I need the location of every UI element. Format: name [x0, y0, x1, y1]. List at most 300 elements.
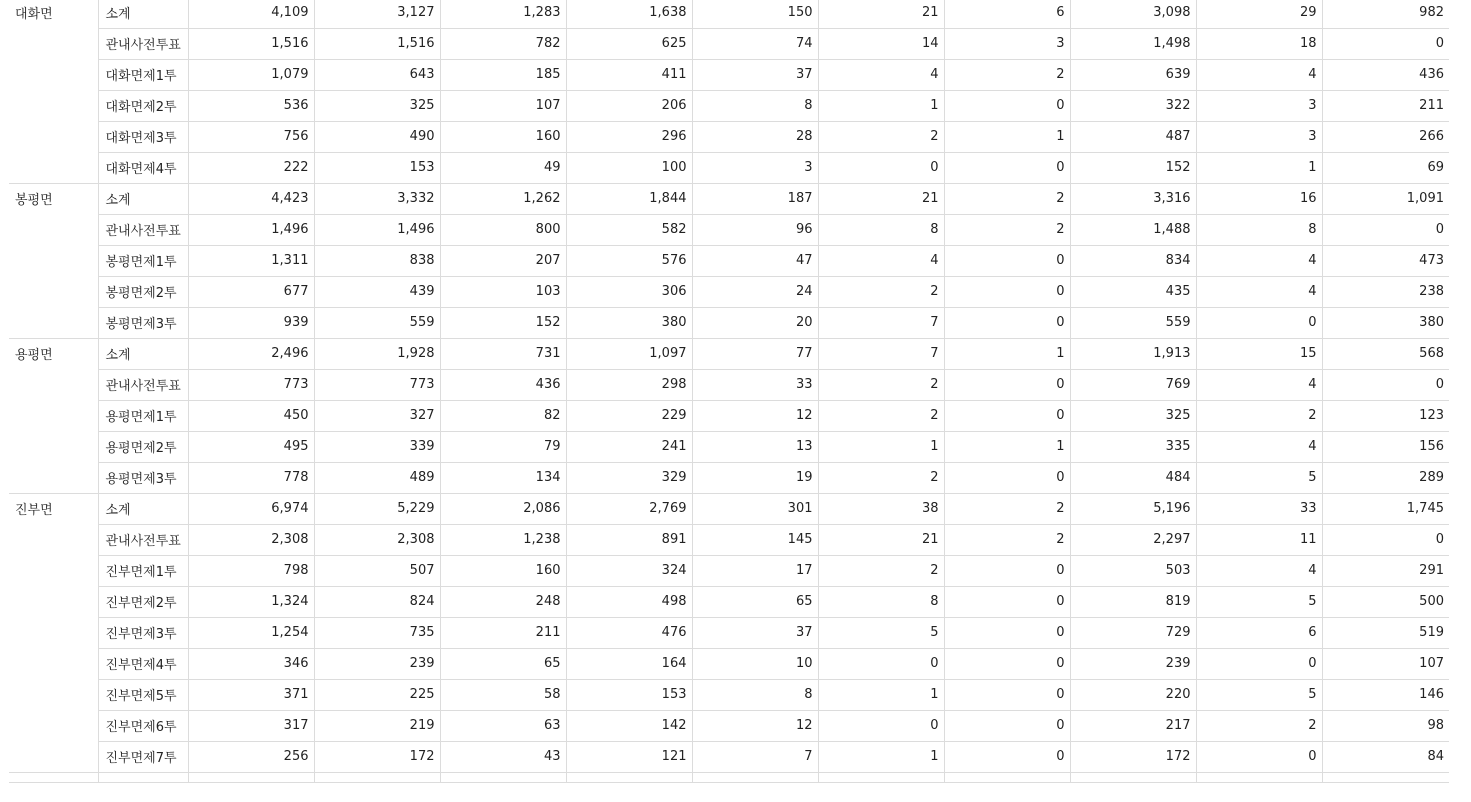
value-cell: 329 [566, 462, 692, 493]
value-cell: 291 [1322, 555, 1449, 586]
value-cell: 1 [944, 121, 1070, 152]
station-cell: 대화면제1투 [98, 59, 188, 90]
value-cell: 15 [1196, 338, 1322, 369]
value-cell: 4 [1196, 245, 1322, 276]
value-cell: 891 [566, 524, 692, 555]
value-cell: 1,496 [188, 214, 314, 245]
value-cell: 8 [692, 679, 818, 710]
value-cell: 0 [944, 462, 1070, 493]
value-cell: 2 [944, 214, 1070, 245]
value-cell: 5 [1196, 679, 1322, 710]
value-cell: 2,297 [1070, 524, 1196, 555]
table-row [9, 493, 1449, 524]
value-cell: 3 [692, 152, 818, 183]
value-cell: 172 [1070, 741, 1196, 772]
value-cell: 559 [1070, 307, 1196, 338]
value-cell: 2 [818, 462, 944, 493]
value-cell: 121 [566, 741, 692, 772]
value-cell: 19 [692, 462, 818, 493]
value-cell: 735 [314, 617, 440, 648]
value-cell: 489 [314, 462, 440, 493]
station-cell: 봉평면제1투 [98, 245, 188, 276]
region-cell [9, 90, 98, 121]
value-cell: 0 [944, 152, 1070, 183]
table-row-partial [9, 772, 1449, 782]
value-cell: 77 [692, 338, 818, 369]
value-cell: 0 [1322, 524, 1449, 555]
value-cell: 436 [1322, 59, 1449, 90]
value-cell: 503 [1070, 555, 1196, 586]
table-row [9, 710, 1449, 741]
table-row [9, 28, 1449, 59]
value-cell: 207 [440, 245, 566, 276]
empty-cell [1322, 772, 1449, 782]
value-cell: 18 [1196, 28, 1322, 59]
value-cell: 559 [314, 307, 440, 338]
value-cell: 219 [314, 710, 440, 741]
value-cell: 411 [566, 59, 692, 90]
empty-cell [314, 772, 440, 782]
value-cell: 500 [1322, 586, 1449, 617]
value-cell: 37 [692, 59, 818, 90]
value-cell: 58 [440, 679, 566, 710]
value-cell: 17 [692, 555, 818, 586]
value-cell: 301 [692, 493, 818, 524]
table-row [9, 59, 1449, 90]
value-cell: 495 [188, 431, 314, 462]
value-cell: 473 [1322, 245, 1449, 276]
table-row [9, 431, 1449, 462]
value-cell: 225 [314, 679, 440, 710]
table-row [9, 462, 1449, 493]
value-cell: 2 [818, 555, 944, 586]
value-cell: 3,316 [1070, 183, 1196, 214]
value-cell: 152 [1070, 152, 1196, 183]
station-cell: 진부면제1투 [98, 555, 188, 586]
value-cell: 0 [944, 555, 1070, 586]
table-row [9, 152, 1449, 183]
value-cell: 11 [1196, 524, 1322, 555]
value-cell: 298 [566, 369, 692, 400]
station-cell: 관내사전투표 [98, 214, 188, 245]
value-cell: 239 [314, 648, 440, 679]
value-cell: 2 [818, 276, 944, 307]
value-cell: 1,844 [566, 183, 692, 214]
region-cell: 대화면 [9, 0, 98, 28]
value-cell: 107 [440, 90, 566, 121]
region-cell [9, 741, 98, 772]
region-cell [9, 431, 98, 462]
empty-cell [692, 772, 818, 782]
value-cell: 156 [1322, 431, 1449, 462]
value-cell: 339 [314, 431, 440, 462]
station-cell: 용평면제3투 [98, 462, 188, 493]
value-cell: 4 [818, 59, 944, 90]
value-cell: 1,745 [1322, 493, 1449, 524]
value-cell: 639 [1070, 59, 1196, 90]
value-cell: 7 [818, 338, 944, 369]
value-cell: 798 [188, 555, 314, 586]
station-cell: 관내사전투표 [98, 369, 188, 400]
table-row [9, 741, 1449, 772]
table-row [9, 183, 1449, 214]
value-cell: 220 [1070, 679, 1196, 710]
value-cell: 146 [1322, 679, 1449, 710]
value-cell: 5,229 [314, 493, 440, 524]
value-cell: 0 [944, 679, 1070, 710]
value-cell: 2 [818, 369, 944, 400]
value-cell: 4 [1196, 555, 1322, 586]
value-cell: 450 [188, 400, 314, 431]
value-cell: 160 [440, 121, 566, 152]
value-cell: 939 [188, 307, 314, 338]
value-cell: 1,238 [440, 524, 566, 555]
value-cell: 380 [566, 307, 692, 338]
value-cell: 107 [1322, 648, 1449, 679]
value-cell: 476 [566, 617, 692, 648]
value-cell: 519 [1322, 617, 1449, 648]
table-row [9, 617, 1449, 648]
station-cell: 대화면제2투 [98, 90, 188, 121]
station-cell: 용평면제2투 [98, 431, 188, 462]
table-body [9, 0, 1449, 782]
value-cell: 10 [692, 648, 818, 679]
value-cell: 256 [188, 741, 314, 772]
value-cell: 12 [692, 710, 818, 741]
value-cell: 1,091 [1322, 183, 1449, 214]
value-cell: 1,638 [566, 0, 692, 28]
station-cell: 용평면제1투 [98, 400, 188, 431]
value-cell: 43 [440, 741, 566, 772]
value-cell: 21 [818, 524, 944, 555]
value-cell: 4 [1196, 369, 1322, 400]
station-cell: 진부면제3투 [98, 617, 188, 648]
value-cell: 69 [1322, 152, 1449, 183]
value-cell: 0 [944, 710, 1070, 741]
station-cell: 소계 [98, 338, 188, 369]
region-cell [9, 59, 98, 90]
election-results-table [9, 0, 1449, 783]
region-cell: 진부면 [9, 493, 98, 524]
value-cell: 1,496 [314, 214, 440, 245]
station-cell: 진부면제2투 [98, 586, 188, 617]
empty-cell [98, 772, 188, 782]
value-cell: 8 [818, 586, 944, 617]
value-cell: 335 [1070, 431, 1196, 462]
value-cell: 1,488 [1070, 214, 1196, 245]
value-cell: 824 [314, 586, 440, 617]
value-cell: 65 [440, 648, 566, 679]
station-cell: 대화면제4투 [98, 152, 188, 183]
value-cell: 1 [944, 431, 1070, 462]
value-cell: 7 [692, 741, 818, 772]
value-cell: 296 [566, 121, 692, 152]
value-cell: 0 [1322, 214, 1449, 245]
value-cell: 123 [1322, 400, 1449, 431]
value-cell: 103 [440, 276, 566, 307]
value-cell: 5,196 [1070, 493, 1196, 524]
station-cell: 관내사전투표 [98, 28, 188, 59]
value-cell: 185 [440, 59, 566, 90]
value-cell: 98 [1322, 710, 1449, 741]
table-row [9, 121, 1449, 152]
empty-cell [188, 772, 314, 782]
table-row [9, 400, 1449, 431]
value-cell: 0 [944, 307, 1070, 338]
table-row [9, 276, 1449, 307]
value-cell: 74 [692, 28, 818, 59]
value-cell: 435 [1070, 276, 1196, 307]
value-cell: 498 [566, 586, 692, 617]
value-cell: 47 [692, 245, 818, 276]
value-cell: 643 [314, 59, 440, 90]
value-cell: 4,423 [188, 183, 314, 214]
value-cell: 782 [440, 28, 566, 59]
value-cell: 3 [1196, 121, 1322, 152]
value-cell: 4 [818, 245, 944, 276]
value-cell: 0 [944, 586, 1070, 617]
value-cell: 2 [818, 121, 944, 152]
value-cell: 1 [818, 741, 944, 772]
region-cell: 용평면 [9, 338, 98, 369]
value-cell: 773 [188, 369, 314, 400]
empty-cell [9, 772, 98, 782]
value-cell: 322 [1070, 90, 1196, 121]
table-row [9, 679, 1449, 710]
station-cell: 소계 [98, 183, 188, 214]
value-cell: 0 [818, 710, 944, 741]
value-cell: 1,516 [188, 28, 314, 59]
value-cell: 0 [1196, 307, 1322, 338]
table-row [9, 338, 1449, 369]
table-row [9, 214, 1449, 245]
value-cell: 82 [440, 400, 566, 431]
value-cell: 2,496 [188, 338, 314, 369]
value-cell: 576 [566, 245, 692, 276]
table-row [9, 307, 1449, 338]
value-cell: 371 [188, 679, 314, 710]
value-cell: 152 [440, 307, 566, 338]
value-cell: 6,974 [188, 493, 314, 524]
value-cell: 16 [1196, 183, 1322, 214]
value-cell: 2 [1196, 400, 1322, 431]
station-cell: 봉평면제2투 [98, 276, 188, 307]
region-cell: 봉평면 [9, 183, 98, 214]
table-row [9, 555, 1449, 586]
value-cell: 838 [314, 245, 440, 276]
value-cell: 1,254 [188, 617, 314, 648]
value-cell: 6 [944, 0, 1070, 28]
region-cell [9, 245, 98, 276]
value-cell: 8 [818, 214, 944, 245]
value-cell: 150 [692, 0, 818, 28]
value-cell: 24 [692, 276, 818, 307]
value-cell: 229 [566, 400, 692, 431]
value-cell: 3,098 [1070, 0, 1196, 28]
value-cell: 211 [1322, 90, 1449, 121]
value-cell: 0 [944, 245, 1070, 276]
value-cell: 1,324 [188, 586, 314, 617]
value-cell: 7 [818, 307, 944, 338]
value-cell: 3 [1196, 90, 1322, 121]
value-cell: 346 [188, 648, 314, 679]
value-cell: 2,769 [566, 493, 692, 524]
value-cell: 4 [1196, 276, 1322, 307]
value-cell: 0 [944, 400, 1070, 431]
value-cell: 2,308 [314, 524, 440, 555]
table-row [9, 369, 1449, 400]
value-cell: 4 [1196, 431, 1322, 462]
table-row [9, 586, 1449, 617]
value-cell: 29 [1196, 0, 1322, 28]
value-cell: 63 [440, 710, 566, 741]
value-cell: 20 [692, 307, 818, 338]
value-cell: 2 [818, 400, 944, 431]
value-cell: 49 [440, 152, 566, 183]
value-cell: 1,498 [1070, 28, 1196, 59]
value-cell: 507 [314, 555, 440, 586]
value-cell: 100 [566, 152, 692, 183]
value-cell: 1 [944, 338, 1070, 369]
table-row [9, 0, 1449, 28]
value-cell: 582 [566, 214, 692, 245]
value-cell: 4 [1196, 59, 1322, 90]
value-cell: 2 [944, 524, 1070, 555]
value-cell: 28 [692, 121, 818, 152]
value-cell: 65 [692, 586, 818, 617]
value-cell: 0 [818, 648, 944, 679]
station-cell: 진부면제4투 [98, 648, 188, 679]
value-cell: 2 [944, 183, 1070, 214]
value-cell: 439 [314, 276, 440, 307]
value-cell: 324 [566, 555, 692, 586]
empty-cell [1196, 772, 1322, 782]
value-cell: 5 [818, 617, 944, 648]
value-cell: 2 [944, 493, 1070, 524]
value-cell: 0 [1196, 648, 1322, 679]
station-cell: 대화면제3투 [98, 121, 188, 152]
region-cell [9, 121, 98, 152]
value-cell: 211 [440, 617, 566, 648]
value-cell: 1 [1196, 152, 1322, 183]
value-cell: 778 [188, 462, 314, 493]
value-cell: 3,127 [314, 0, 440, 28]
value-cell: 5 [1196, 462, 1322, 493]
value-cell: 487 [1070, 121, 1196, 152]
value-cell: 1 [818, 431, 944, 462]
value-cell: 5 [1196, 586, 1322, 617]
region-cell [9, 555, 98, 586]
empty-cell [944, 772, 1070, 782]
value-cell: 1,516 [314, 28, 440, 59]
value-cell: 21 [818, 0, 944, 28]
value-cell: 536 [188, 90, 314, 121]
value-cell: 0 [1196, 741, 1322, 772]
table-row [9, 90, 1449, 121]
value-cell: 773 [314, 369, 440, 400]
value-cell: 37 [692, 617, 818, 648]
value-cell: 241 [566, 431, 692, 462]
value-cell: 217 [1070, 710, 1196, 741]
value-cell: 1 [818, 90, 944, 121]
value-cell: 0 [818, 152, 944, 183]
value-cell: 0 [944, 648, 1070, 679]
value-cell: 289 [1322, 462, 1449, 493]
value-cell: 1,262 [440, 183, 566, 214]
value-cell: 625 [566, 28, 692, 59]
value-cell: 12 [692, 400, 818, 431]
value-cell: 206 [566, 90, 692, 121]
value-cell: 79 [440, 431, 566, 462]
value-cell: 239 [1070, 648, 1196, 679]
value-cell: 490 [314, 121, 440, 152]
value-cell: 142 [566, 710, 692, 741]
value-cell: 677 [188, 276, 314, 307]
value-cell: 3 [944, 28, 1070, 59]
value-cell: 187 [692, 183, 818, 214]
value-cell: 0 [944, 90, 1070, 121]
value-cell: 38 [818, 493, 944, 524]
value-cell: 0 [944, 617, 1070, 648]
value-cell: 134 [440, 462, 566, 493]
value-cell: 380 [1322, 307, 1449, 338]
table-row [9, 245, 1449, 276]
empty-cell [440, 772, 566, 782]
region-cell [9, 586, 98, 617]
region-cell [9, 524, 98, 555]
value-cell: 1,283 [440, 0, 566, 28]
value-cell: 1,097 [566, 338, 692, 369]
value-cell: 145 [692, 524, 818, 555]
station-cell: 봉평면제3투 [98, 307, 188, 338]
station-cell: 소계 [98, 0, 188, 28]
value-cell: 222 [188, 152, 314, 183]
value-cell: 1 [818, 679, 944, 710]
value-cell: 568 [1322, 338, 1449, 369]
value-cell: 0 [944, 276, 1070, 307]
value-cell: 800 [440, 214, 566, 245]
value-cell: 4,109 [188, 0, 314, 28]
value-cell: 164 [566, 648, 692, 679]
value-cell: 819 [1070, 586, 1196, 617]
value-cell: 153 [566, 679, 692, 710]
value-cell: 13 [692, 431, 818, 462]
value-cell: 1,079 [188, 59, 314, 90]
table-row [9, 524, 1449, 555]
value-cell: 6 [1196, 617, 1322, 648]
region-cell [9, 462, 98, 493]
value-cell: 266 [1322, 121, 1449, 152]
region-cell [9, 276, 98, 307]
region-cell [9, 152, 98, 183]
empty-cell [818, 772, 944, 782]
value-cell: 325 [1070, 400, 1196, 431]
table-row [9, 648, 1449, 679]
value-cell: 0 [1322, 28, 1449, 59]
value-cell: 769 [1070, 369, 1196, 400]
value-cell: 317 [188, 710, 314, 741]
value-cell: 8 [692, 90, 818, 121]
region-cell [9, 28, 98, 59]
value-cell: 14 [818, 28, 944, 59]
value-cell: 33 [1196, 493, 1322, 524]
empty-cell [1070, 772, 1196, 782]
value-cell: 731 [440, 338, 566, 369]
empty-cell [566, 772, 692, 782]
region-cell [9, 710, 98, 741]
value-cell: 436 [440, 369, 566, 400]
region-cell [9, 617, 98, 648]
